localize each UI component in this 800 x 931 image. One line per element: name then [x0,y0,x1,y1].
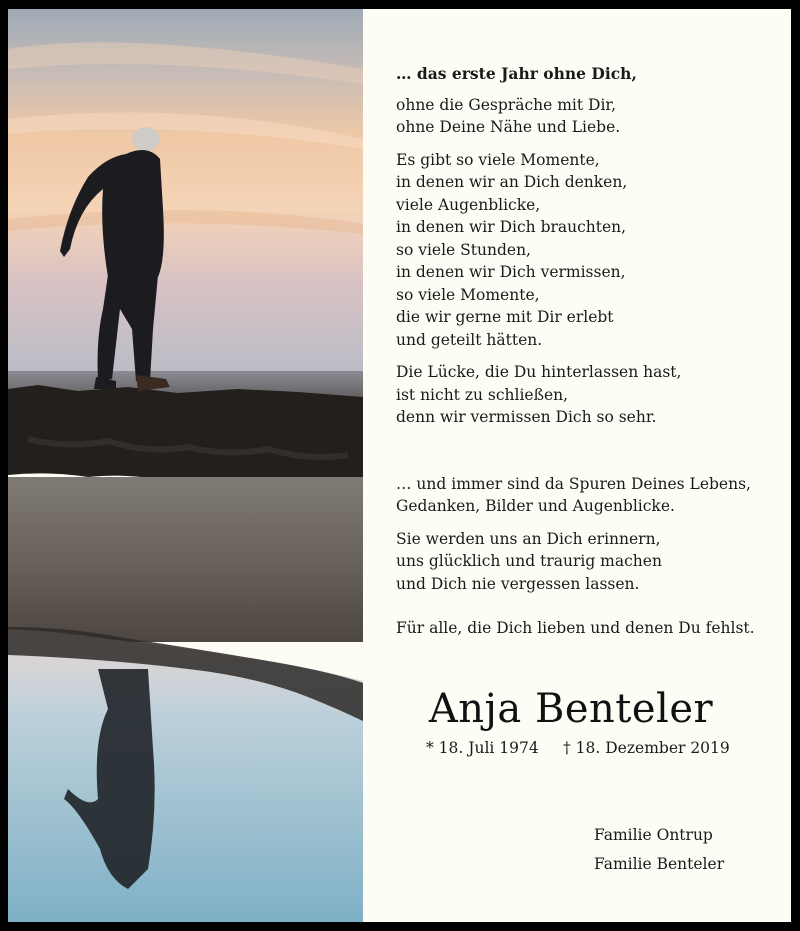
poem-line: in denen wir Dich vermissen, [396,263,626,281]
memorial-photo [8,9,363,922]
mourner-family: Familie Ontrup [594,826,713,844]
poem-line: Sie werden uns an Dich erinnern, [396,529,661,548]
poem-line: und geteilt hätten. [396,330,543,349]
poem-line: denn wir vermissen Dich so sehr. [396,408,657,426]
poem-stanza-4 [396,473,776,518]
poem-line: Gedanken, Bilder und Augenblicke. [396,497,675,515]
poem-line: die wir gerne mit Dir erlebt [396,308,614,326]
poem-line: ohne Deine Nähe und Liebe. [396,118,621,136]
person-walking-on-beach-image [8,9,363,922]
deceased-name: Anja Benteler [428,686,714,732]
death-date: † 18. Dezember 2019 [563,739,730,757]
poem-line: in denen wir an Dich denken, [396,173,628,191]
poem-stanza-5 [396,528,776,596]
poem-line: Die Lücke, die Du hinterlassen hast, [396,363,682,381]
poem-line: … und immer sind da Spuren Deines Lebens, [396,474,751,493]
poem-line: und Dich nie vergessen lassen. [396,574,640,593]
poem-line: viele Augenblicke, [396,195,541,214]
poem-closing: Für alle, die Dich lieben und denen Du fehlst. [396,619,755,637]
obituary-notice [8,9,791,922]
poem-line: ohne die Gespräche mit Dir, [396,95,617,114]
poem-stanza-3 [396,361,776,429]
poem-intro: … das erste Jahr ohne Dich, [396,64,637,83]
poem-line: ist nicht zu schließen, [396,385,569,404]
poem-line: Es gibt so viele Momente, [396,150,600,169]
poem-line: so viele Momente, [396,285,540,304]
birth-date: * 18. Juli 1974 [426,739,539,757]
poem-stanza-1 [396,94,776,139]
poem-line: in denen wir Dich brauchten, [396,218,627,236]
poem-line: uns glücklich und traurig machen [396,552,662,570]
mourner-family: Familie Benteler [594,855,725,873]
poem-stanza-2 [396,149,776,352]
poem [396,63,776,650]
mourners [594,821,724,879]
poem-line: so viele Stunden, [396,240,531,259]
